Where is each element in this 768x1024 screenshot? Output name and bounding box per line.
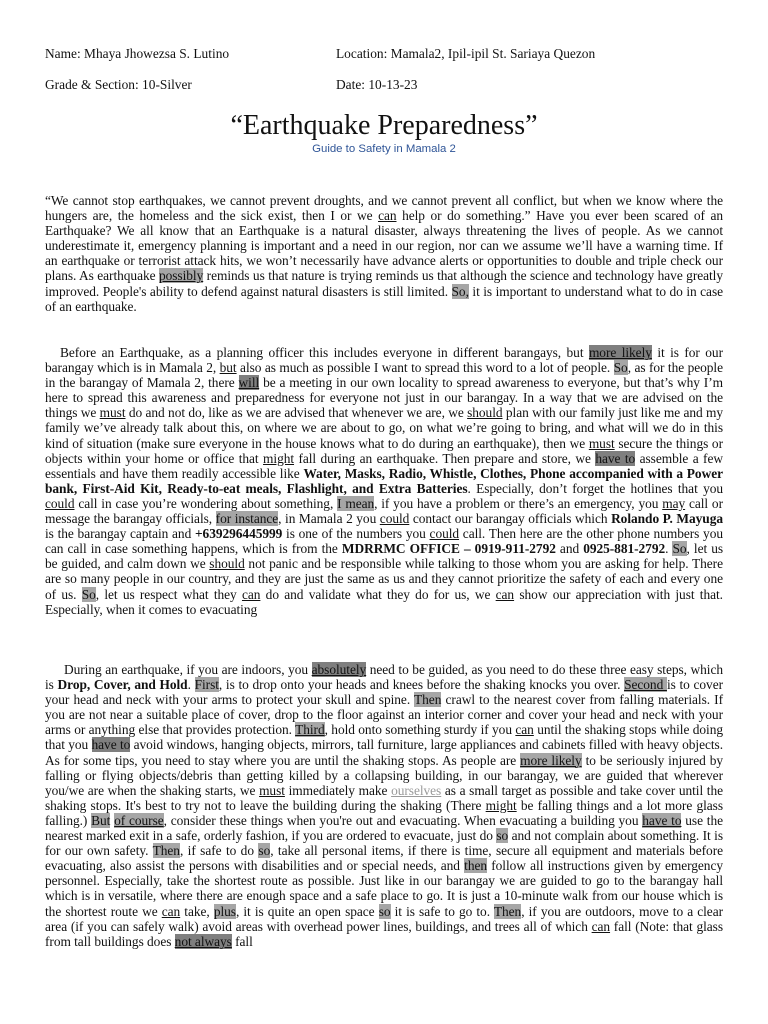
paragraph-before-earthquake: Before an Earthquake, as a planning officer this includes everyone in different barangays, but more likely it is for our barangay which is in Mamala 2, but also as much as possible I want to spread this word to a lot of people. So, as for the people in the barangay of Mamala 2, there will be a meeting in our own locality to spread awareness to everyone, but that’s why I’m here to spread this awareness and preparedness for everyone not just in our barangay. In a way that we are advised on the things we must do and not do, like as we are advised that whenever we are, we should plan with our family just like me and my family we’ve already talk about this, on where we are about to go, on what we’re going to bring, and what will we do in this kind of situation (make sure everyone in the house knows what to do during an earthquake), then we must secure the things or objects within your home or office that might fall during an earthquake. Then prepare and store, we have to assemble a few essentials and have them readily accessible like Water, Masks, Radio, Whistle, Clothes, Phone accompanied with a Power bank, First-Aid Kit, Ready-to-eat meals, Flashlight, and Extra Batteries. Especially, don’t forget the hotlines that you could call in case you’re wondering about something, I mean, if you have a problem or there’s an emergency, you may call or message the barangay officials, for instance, in Mamala 2 you could contact our barangay officials which Rolando P. Mayuga is the barangay captain and +639296445999 is one of the numbers you could call. Then here are the other phone numbers you can call in case something happens, which is from the MDRRMC OFFICE – 0919-911-2792 and 0925-881-2792. So, let us be guided, and calm down we should not panic and be responsible while talking to those whom you are asking for help. There are so many people in our country, and they are just the same as us and they cannot prioritize the safety of each and every one of us. So, let us respect what they can do and validate what they do for us, we can show our appreciation with just that. Especially, when it comes to evacuating [45, 345, 724, 617]
student-name: Name: Mhaya Jhowezsa S. Lutino [45, 46, 230, 61]
page-title: “Earthquake Preparedness” [230, 110, 538, 141]
paragraph-intro: “We cannot stop earthquakes, we cannot prevent droughts, and we cannot prevent all conflict, but when we know where the hungers are, the homeless and the sick exist, then I or we can help or do something.” Have you ever been scared of an Earthquake? We all know that an Earthquake is a natural disaster, always threatening the lives of people. As we cannot underestimate it, emergency planning is important and a need in our region, nor can we assume we’ll have a warning time. If an earthquake or terrorist attack hits, we won’t necessarily have advance alerts or opportunities to double and triple check our plans. As earthquake possibly reminds us that nature is trying reminds us that although the science and technology have greatly improved. People's ability to defend against natural disasters is still limited. So, it is important to understand what to do in case of an earthquake. [45, 193, 723, 314]
date: Date: 10-13-23 [336, 77, 418, 92]
location: Location: Mamala2, Ipil-ipil St. Sariaya Quezon [336, 46, 596, 61]
paragraph-during-earthquake: During an earthquake, if you are indoors, you absolutely need to be guided, as you need to do these three easy steps, which is Drop, Cover, and Hold. First, is to drop onto your heads and knees before the shaking knocks you over. Second is to cover your head and neck with your arms to protect your skull and spine. Then crawl to the nearest cover from falling materials. If you are not near a suitable place of cover, drop to the floor against an interior corner and cover your head and neck with your arms or anything else that provides protection. Third, hold onto something sturdy if you can until the shaking stops while doing that you have to avoid windows, hanging objects, mirrors, tall furniture, large appliances and cabinets filled with heavy objects. As for some tips, you need to stay where you are until the shaking stops. As people are more likely to be seriously injured by falling or flying objects/debris than getting killed by a collapsing building, in our barangay, we are guided that wherever you/we are when the shaking starts, we must immediately make ourselves as a small target as possible and take cover until the shaking stops. It's best to try not to leave the building during the shaking (There might be falling things and a lot more glass falling.) But of course, consider these things when you're out and evacuating. When evacuating a building you have to use the nearest marked exit in a safe, orderly fashion, if you are ordered to evacuate, just do so and not complain about something. It is for our own safety. Then, if safe to do so, take all personal items, if there is time, secure all equipment and materials before evacuating, also assist the persons with disabilities and or special needs, and then follow all instructions given by emergency personnel. Especially, take the shortest route as possible. Just like in our barangay we are guided to go to the barangay hall which is in versatile, where there are enough space and a safe place to go. It is just a 10-minute walk from our house which is the shortest route we can take, plus, it is quite an open space so it is safe to go to. Then, if you are outdoors, move to a clear area (if you can safely walk) avoid areas with overhead power lines, buildings, and trees all of which can fall (Note: that glass from tall buildings does not always fall [45, 662, 724, 949]
grade-section: Grade & Section: 10-Silver [45, 77, 192, 92]
page-subtitle: Guide to Safety in Mamala 2 [312, 143, 456, 155]
